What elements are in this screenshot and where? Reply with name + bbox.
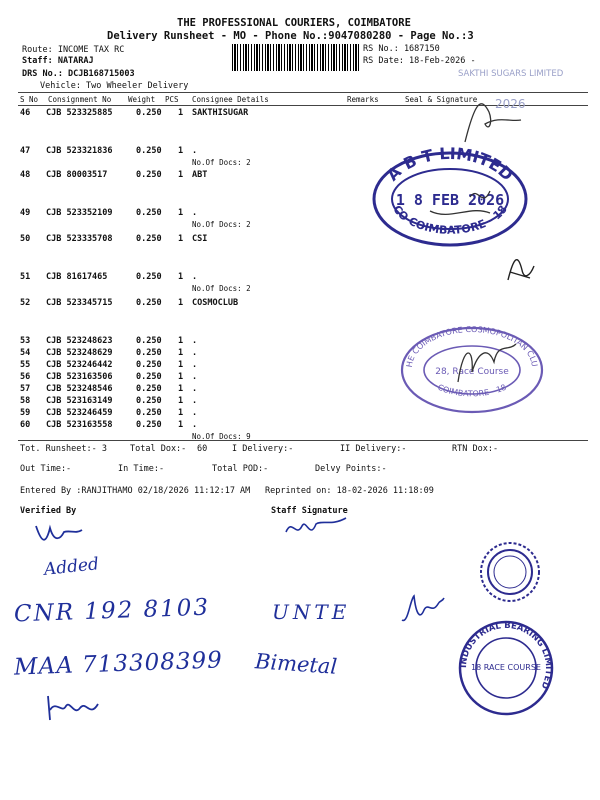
svg-text:THE COIMBATORE COSMOPOLITAN CL xyxy=(395,315,540,368)
route: Route: INCOME TAX RC xyxy=(22,45,125,55)
delvy-points: Delvy Points:- xyxy=(315,464,387,474)
handwritten-cnr: CNR 192 8103 xyxy=(13,594,211,628)
row-docs: No.Of Docs: 2 xyxy=(192,158,251,167)
runsheet-subtitle: Delivery Runsheet - MO - Phone No.:9047080280 - Page No.:3 xyxy=(107,30,474,42)
rs-date: RS Date: 18-Feb-2026 - xyxy=(363,56,476,66)
row-pcs: 1 xyxy=(178,348,184,358)
row-weight: 0.250 xyxy=(136,108,162,118)
row-consignee: . xyxy=(192,408,198,418)
row-consignee: . xyxy=(192,420,198,430)
row-pcs: 1 xyxy=(178,272,184,282)
row-sno: 57 xyxy=(20,384,31,394)
company-name: THE PROFESSIONAL COURIERS, COIMBATORE xyxy=(177,17,411,29)
row-consignee: SAKTHISUGAR xyxy=(192,108,249,118)
row-sno: 52 xyxy=(20,298,31,308)
row-pcs: 1 xyxy=(178,420,184,430)
row-consignment: CJB 523335708 xyxy=(46,234,113,244)
row-docs: No.Of Docs: 2 xyxy=(192,284,251,293)
sakthi-stamp-date: 2026 xyxy=(495,97,526,111)
col-consignee: Consignee Details xyxy=(192,95,269,104)
row-pcs: 1 xyxy=(178,234,184,244)
col-sno: S No xyxy=(20,95,39,104)
row-weight: 0.250 xyxy=(136,336,162,346)
svg-text:COIMBATORE - 18 xyxy=(436,383,507,399)
row-consignee: . xyxy=(192,372,198,382)
row-sno: 59 xyxy=(20,408,31,418)
row-consignment: CJB 80003517 xyxy=(46,170,108,180)
row-consignee: . xyxy=(192,360,198,370)
row-pcs: 1 xyxy=(178,298,184,308)
row-sno: 60 xyxy=(20,420,31,430)
row-consignee: . xyxy=(192,384,198,394)
row-weight: 0.250 xyxy=(136,208,162,218)
verified-by: Verified By xyxy=(20,506,77,516)
totals-rule xyxy=(18,440,588,441)
row-consignment: CJB 523246442 xyxy=(46,360,113,370)
row-weight: 0.250 xyxy=(136,170,162,180)
tot-runsheet: Tot. Runsheet:- 3 xyxy=(20,444,107,454)
in-time: In Time:- xyxy=(118,464,165,474)
drs-number: DRS No.: DCJB168715003 xyxy=(22,69,135,79)
cosmo-stamp-ring: THE COIMBATORE COSMOPOLITAN CLUB xyxy=(395,315,540,368)
row-pcs: 1 xyxy=(178,360,184,370)
row-weight: 0.250 xyxy=(136,146,162,156)
row-sno: 56 xyxy=(20,372,31,382)
row-sno: 58 xyxy=(20,396,31,406)
row-pcs: 1 xyxy=(178,372,184,382)
staff: Staff: NATARAJ xyxy=(22,56,94,66)
row-docs: No.Of Docs: 9 xyxy=(192,432,251,441)
svg-text:INDUSTRIAL BEARING LIMITED xyxy=(459,621,553,690)
entered-by: Entered By :RANJITHAMO 02/18/2026 11:12:17 AM xyxy=(20,486,251,496)
row-sno: 49 xyxy=(20,208,31,218)
row-consignment: CJB 523246459 xyxy=(46,408,113,418)
reprinted-on: Reprinted on: 18-02-2026 11:18:09 xyxy=(265,486,434,496)
row-consignee: . xyxy=(192,396,198,406)
staff-signature xyxy=(282,512,352,542)
row-sno: 46 xyxy=(20,108,31,118)
unte-signature xyxy=(398,590,448,630)
total-dox-label: Total Dox:- xyxy=(130,444,187,454)
row-weight: 0.250 xyxy=(136,360,162,370)
row-pcs: 1 xyxy=(178,384,184,394)
row-weight: 0.250 xyxy=(136,420,162,430)
row-consignment: CJB 523163506 xyxy=(46,372,113,382)
row-consignee: ABT xyxy=(192,170,208,180)
col-pcs: PCS xyxy=(165,95,179,104)
row-weight: 0.250 xyxy=(136,272,162,282)
rs-number: RS No.: 1687150 xyxy=(363,44,440,54)
bearing-stamp-center: 18 RACE COURSE xyxy=(471,663,541,672)
row-sno: 55 xyxy=(20,360,31,370)
cosmo-stamp-city: COIMBATORE - 18 xyxy=(436,382,508,399)
abt-stamp xyxy=(370,143,530,247)
row-sno: 48 xyxy=(20,170,31,180)
handwritten-added: Added xyxy=(43,554,100,580)
row-weight: 0.250 xyxy=(136,372,162,382)
row-sno: 53 xyxy=(20,336,31,346)
row-pcs: 1 xyxy=(178,170,184,180)
row-weight: 0.250 xyxy=(136,298,162,308)
row-consignment: CJB 523163558 xyxy=(46,420,113,430)
staff-signature-label: Staff Signature xyxy=(271,506,348,516)
row-consignment: CJB 81617465 xyxy=(46,272,108,282)
i-delivery: I Delivery:- xyxy=(232,444,294,454)
row-sno: 50 xyxy=(20,234,31,244)
row-pcs: 1 xyxy=(178,108,184,118)
abt-stamp-date: 1 8 FEB 2026 xyxy=(395,191,505,209)
handwritten-bimetal: Bimetal xyxy=(254,649,338,679)
bearing-stamp xyxy=(456,618,556,718)
col-consignment: Consignment No xyxy=(48,95,112,104)
row-weight: 0.250 xyxy=(136,234,162,244)
row-consignee: . xyxy=(192,146,198,156)
row-consignment: CJB 523248546 xyxy=(46,384,113,394)
row-weight: 0.250 xyxy=(136,408,162,418)
row-sno: 47 xyxy=(20,146,31,156)
row-weight: 0.250 xyxy=(136,348,162,358)
row-docs: No.Of Docs: 2 xyxy=(192,220,251,229)
handwritten-maa: MAA 713308399 xyxy=(13,647,224,681)
row-consignment: CJB 523345715 xyxy=(46,298,113,308)
sakthi-stamp-name: SAKTHI SUGARS LIMITED xyxy=(458,69,564,79)
row51-signature xyxy=(500,250,540,290)
row-consignment: CJB 523248629 xyxy=(46,348,113,358)
row-pcs: 1 xyxy=(178,408,184,418)
cosmo-stamp xyxy=(395,315,548,414)
col-seal: Seal & Signature xyxy=(405,95,478,104)
barcode xyxy=(232,44,359,71)
handwritten-unte: UNTE xyxy=(272,600,351,624)
row-consignment: CJB 523325885 xyxy=(46,108,113,118)
row-pcs: 1 xyxy=(178,208,184,218)
ii-delivery: II Delivery:- xyxy=(340,444,407,454)
vehicle: Vehicle: Two Wheeler Delivery xyxy=(40,81,189,91)
row-pcs: 1 xyxy=(178,146,184,156)
row-consignment: CJB 523163149 xyxy=(46,396,113,406)
row-consignee: . xyxy=(192,336,198,346)
row-consignee: . xyxy=(192,208,198,218)
row-consignment: CJB 523321836 xyxy=(46,146,113,156)
row-consignee: . xyxy=(192,348,198,358)
total-pod: Total POD:- xyxy=(212,464,269,474)
row-consignee: . xyxy=(192,272,198,282)
bottom-signature xyxy=(40,690,110,724)
row-consignment: CJB 523352109 xyxy=(46,208,113,218)
sakthi-stamp xyxy=(455,62,564,152)
row-sno: 54 xyxy=(20,348,31,358)
row-weight: 0.250 xyxy=(136,384,162,394)
abt-stamp-city: CO COIMBATORE - 18 xyxy=(390,202,510,237)
round-stamp xyxy=(478,540,542,604)
abt-stamp-name: A B T LIMITED xyxy=(382,143,518,185)
total-dox-value: 60 xyxy=(197,444,208,454)
row-pcs: 1 xyxy=(178,396,184,406)
row-consignee: COSMOCLUB xyxy=(192,298,239,308)
row-sno: 51 xyxy=(20,272,31,282)
row-consignment: CJB 523248623 xyxy=(46,336,113,346)
verified-signature xyxy=(30,518,90,548)
bearing-stamp-ring: INDUSTRIAL BEARING LIMITED xyxy=(458,620,554,691)
rtn-dox: RTN Dox:- xyxy=(452,444,499,454)
col-remarks: Remarks xyxy=(347,95,379,104)
col-weight: Weight xyxy=(128,95,156,104)
out-time: Out Time:- xyxy=(20,464,72,474)
row-pcs: 1 xyxy=(178,336,184,346)
cosmo-stamp-center: 28, Race Course xyxy=(435,367,509,377)
row-weight: 0.250 xyxy=(136,396,162,406)
row-consignee: CSI xyxy=(192,234,208,244)
